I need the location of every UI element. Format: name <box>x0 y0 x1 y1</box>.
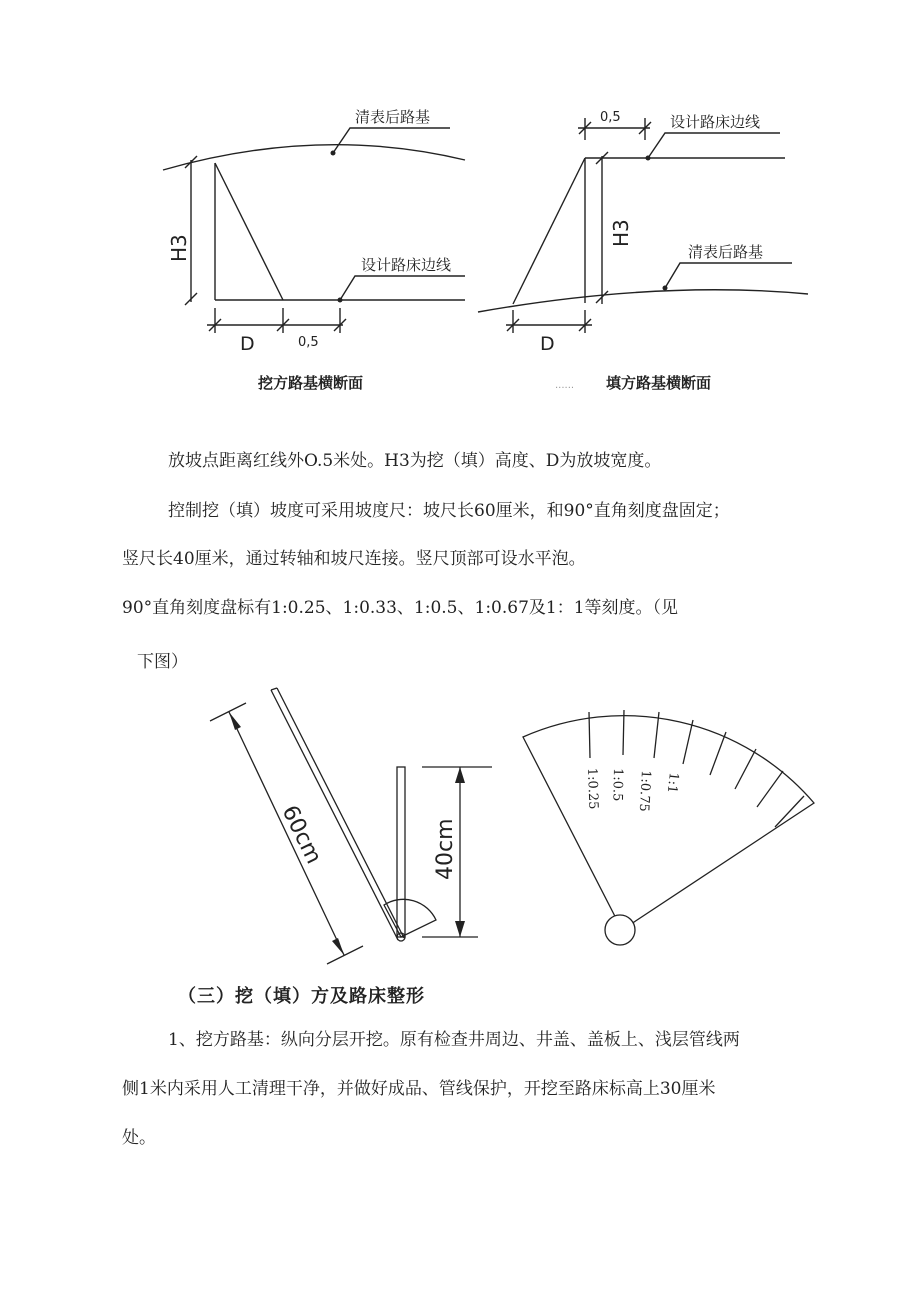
fill-caption-dots: ...... <box>555 380 575 391</box>
cross-section-diagram <box>0 0 920 420</box>
cut-bed-leader <box>340 276 465 300</box>
paragraph-slope-ruler-1: 控制挖（填）坡度可采用坡度尺：坡尺长60厘米，和90°直角刻度盘固定； <box>168 501 730 521</box>
cut-width-label: D <box>240 333 255 355</box>
fill-ground-label: 清表后路基 <box>688 243 764 261</box>
dial-mark-1-075: 1:0.75 <box>635 769 653 813</box>
cut-bed-label: 设计路床边线 <box>361 256 452 274</box>
cut-ground-curve <box>163 145 465 170</box>
section-heading: （三）挖（填）方及路床整形 <box>178 986 425 1007</box>
slope-ruler-diagram <box>0 680 920 980</box>
cut-caption: 挖方路基横断面 <box>258 374 364 392</box>
section-body-line-3: 处。 <box>122 1128 156 1148</box>
paragraph-slope-point: 放坡点距离红线外O.5米处。H3为挖（填）高度、D为放坡宽度。 <box>168 451 662 471</box>
dial-mark-1-1: 1:1 <box>663 771 681 794</box>
short-ruler-label: 40cm <box>433 818 458 880</box>
section-body-line-2: 侧1米内采用人工清理干净，并做好成品、管线保护，开挖至路床标高上30厘米 <box>122 1079 716 1099</box>
short-ruler <box>397 767 405 937</box>
fill-height-label: H3 <box>609 219 633 247</box>
long-ruler-label: 60cm <box>276 801 327 868</box>
cut-height-label: H3 <box>167 234 191 262</box>
fill-caption: 填方路基横断面 <box>606 374 712 392</box>
fill-ground-leader <box>665 263 792 288</box>
dial-hub <box>605 915 635 945</box>
cut-offset-label: 0,5 <box>298 335 319 350</box>
long-ruler-dim-line <box>229 712 344 955</box>
section-body-line-1: 1、挖方路基：纵向分层开挖。原有检查井周边、井盖、盖板上、浅层管线两 <box>168 1030 740 1050</box>
dial-mark-1-025: 1:0.25 <box>584 767 601 810</box>
fill-slope-line <box>513 158 585 304</box>
fill-bed-leader <box>648 133 780 158</box>
dial-mark-1-05: 1:0.5 <box>609 767 625 802</box>
dial-sector <box>523 716 814 930</box>
fill-offset-label: 0,5 <box>600 110 621 125</box>
fill-ground-curve <box>478 290 808 312</box>
cut-ground-leader <box>333 128 450 153</box>
pivot-protractor <box>384 899 436 937</box>
cut-slope-line <box>215 163 283 300</box>
cut-ground-label: 清表后路基 <box>355 108 431 126</box>
paragraph-slope-ruler-2: 竖尺长40厘米，通过转轴和坡尺连接。竖尺顶部可设水平泡。 <box>122 549 586 569</box>
paragraph-dial-scale: 90°直角刻度盘标有1:0.25、1:0.33、1:0.5、1:0.67及1：1等刻度。（见 <box>122 598 679 618</box>
fill-bed-label: 设计路床边线 <box>670 113 761 131</box>
fill-width-label: D <box>540 333 555 355</box>
paragraph-see-figure: 下图） <box>137 652 188 672</box>
